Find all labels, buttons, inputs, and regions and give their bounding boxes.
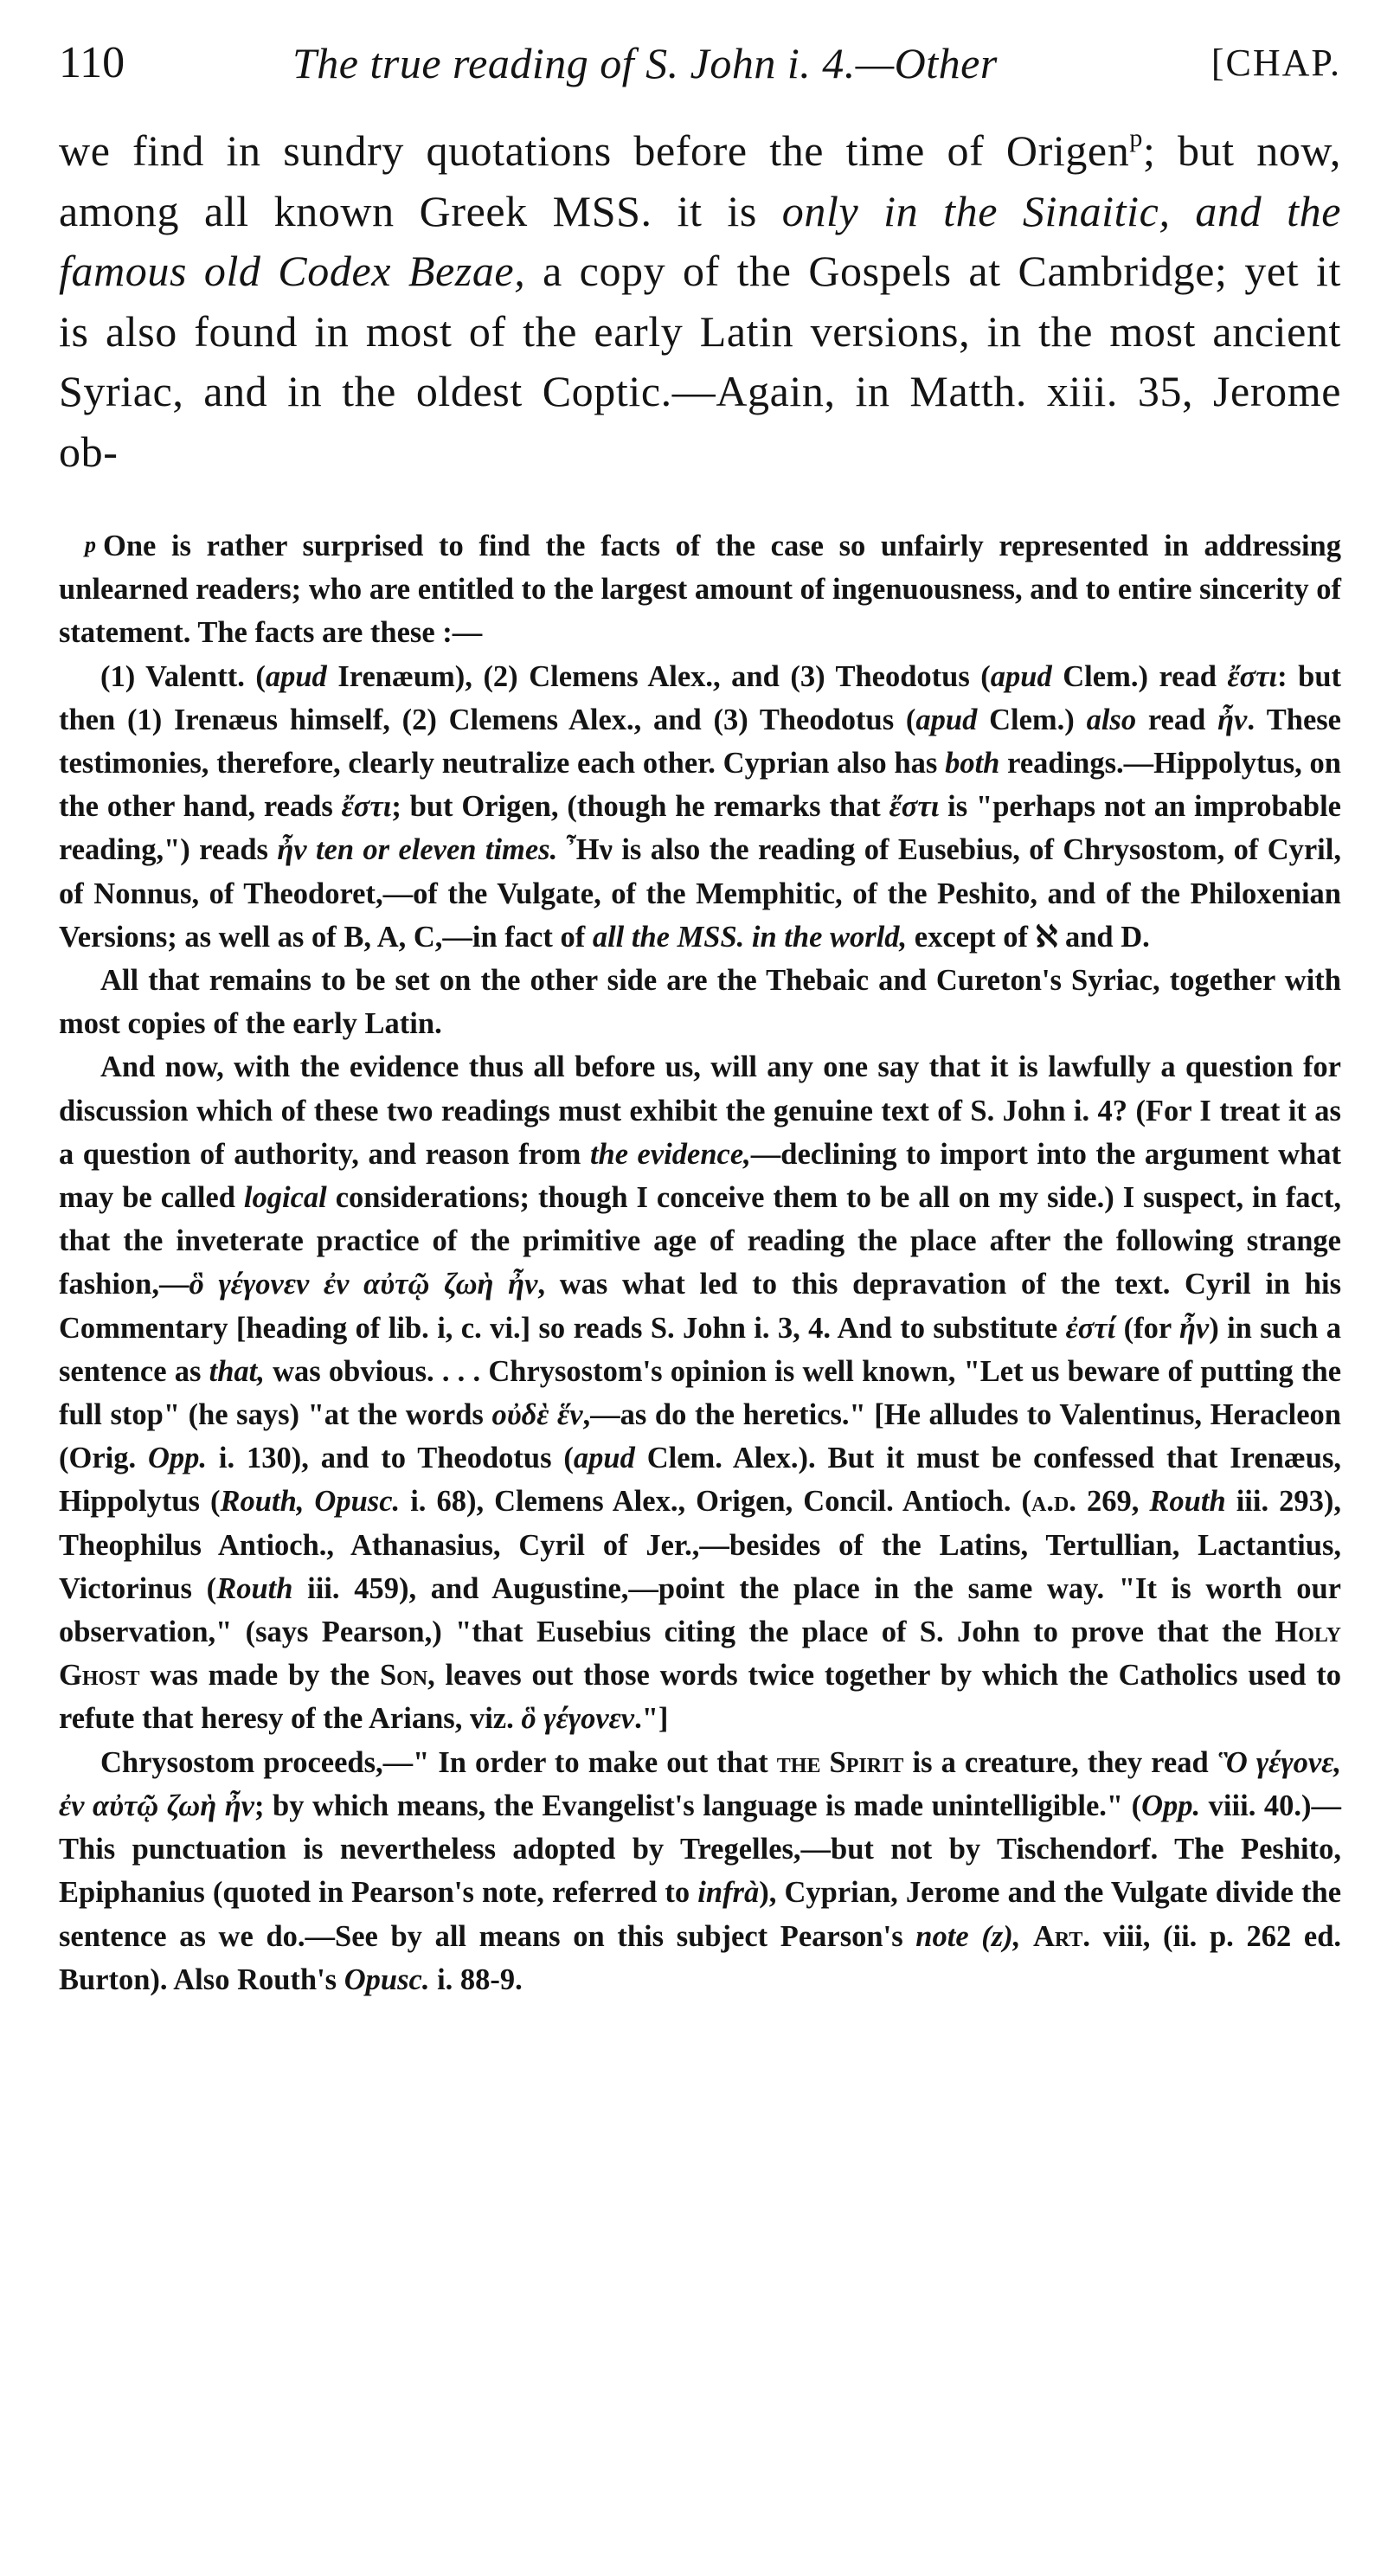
italic-term: all the MSS. in the world, (592, 920, 908, 954)
text-segment: iii. 459), and Augustine,—point the place in the same way. "It is worth our observation," (says Pearson,) "that Eusebius citing the place of S. John to prove that the (59, 1571, 1341, 1649)
footnote-paragraph (59, 959, 1341, 1045)
greek-term: ἦν (1217, 703, 1248, 736)
text-segment: Chrysostom proceeds,—" In order to make out that (100, 1745, 777, 1779)
italic-term: both (945, 747, 1000, 781)
text-segment: was obvious. . . . Chrysostom's opinion is well known, "Let us beware of putting the full stop" (he says) "at the words (59, 1354, 1342, 1432)
small-caps-term: Art. (1033, 1919, 1091, 1953)
italic-term: ἦν ten or eleven times. (277, 833, 558, 867)
chapter-mark: [CHAP. (1211, 42, 1341, 84)
running-head (59, 33, 1341, 93)
greek-term: ἦν (1178, 1311, 1210, 1345)
text-segment: , was what led to this depravation of the text. Cyril in his Commentary [heading of lib. i, c. vi.] so reads S. John i. 3, 4. And to substitute (59, 1268, 1341, 1345)
text-segment: ; but Origen, (though he remarks that (391, 790, 889, 824)
text-segment: iii. 293), Theophilus Antioch., Athanasius, Cyril of Jer.,—besides of the Latins, Tertullian, Lactantius, Victorinus ( (59, 1485, 1341, 1605)
text-segment: One is rather surprised to find the facts of the case so unfairly represented in addressing unlearned readers; who are entitled to the largest amount of ingenuousness, and to entire sincerity of statement. The facts are these :— (59, 530, 1341, 650)
text-segment: Clem.) read (1051, 659, 1228, 693)
text-segment: ) in such a sentence as (59, 1311, 1342, 1388)
greek-term: ὃ γέγονεν (521, 1702, 635, 1736)
text-segment: readings.—Hippolytus, on the other hand, reads (59, 747, 1341, 824)
footnotes (59, 524, 1341, 2001)
italic-term: the evidence, (589, 1137, 751, 1171)
italic-term: Routh, Opusc. (220, 1485, 401, 1519)
italic-term: that, (209, 1354, 265, 1388)
text-segment: viii, (ii. p. 262 ed. Burton). Also Routh's (59, 1919, 1342, 1996)
small-caps-term: the Spirit (776, 1745, 904, 1779)
text-segment: ; by which means, the Evangelist's language is made unintelligible." ( (254, 1789, 1142, 1822)
greek-term: ἔστι (341, 790, 392, 824)
italic-term: Routh (216, 1571, 293, 1605)
text-segment: considerations; though I conceive them to be all on my side.) I suspect, in fact, that the inveterate practice of the primitive age of reading the place after the following strange fashion,— (59, 1181, 1341, 1301)
text-segment (1020, 1920, 1033, 1953)
book-page (59, 33, 1341, 2001)
italic-term: also (1086, 703, 1137, 736)
text-segment: Ἦν is also the reading of Eusebius, of Chrysostom, of Cyril, of Nonnus, of Theodoret,—of the Vulgate, of the Memphitic, of the Peshito, and of the Philoxenian Versions; as well as of B, A, C,—in fact of (59, 833, 1341, 954)
italic-term: Opp. (147, 1442, 208, 1475)
text-segment: Irenæum), (2) Clemens Alex., and (3) Theodotus ( (326, 659, 991, 693)
italic-term: Opp. (1141, 1789, 1201, 1822)
text-segment: (for (1115, 1311, 1179, 1345)
footnote-reference[interactable]: p (1129, 124, 1143, 152)
text-segment: (1) Valentt. ( (100, 659, 266, 693)
footnote-marker: p (85, 532, 96, 557)
italic-term: apud (573, 1442, 635, 1475)
emphasis-text: only in the Sinaitic, and the famous old Codex Bezae, (59, 186, 1341, 295)
text-segment: —declining to import into the argument what may be called (59, 1137, 1341, 1215)
greek-term: Ὃ γέγονε, ἐν αὐτῷ ζωὴ ἦν (59, 1745, 1342, 1822)
text-segment: ,—as do the heretics." [He alludes to Valentinus, Heracleon (Orig. (59, 1398, 1341, 1475)
italic-term: Routh (1149, 1485, 1226, 1519)
text-segment: was made by the (139, 1659, 380, 1693)
small-caps-term: Son (379, 1659, 428, 1693)
main-paragraph (59, 121, 1341, 482)
main-text (59, 121, 1341, 482)
italic-term: note (z), (915, 1919, 1021, 1953)
text-segment: is a creature, they read (903, 1745, 1217, 1779)
italic-term: Opusc. (344, 1963, 430, 1996)
text-segment: , leaves out those words twice together by which the Catholics used to refute that heresy of the Arians, viz. (59, 1659, 1341, 1736)
text-segment: Clem. Alex.). But it must be confessed that Irenæus, Hippolytus ( (59, 1442, 1341, 1519)
text-segment: i. 130), and to Theodotus ( (207, 1442, 574, 1475)
footnote-paragraph (59, 1741, 1341, 2001)
footnote-paragraph (59, 655, 1341, 959)
text-segment: And now, with the evidence thus all before us, will any one say that it is lawfully a question for discussion which of these two readings must exhibit the genuine text of S. John i. 4? (For I treat it as a question of authority, and reason from (59, 1050, 1341, 1171)
text-segment: . These testimonies, therefore, clearly neutralize each other. Cyprian also has (59, 703, 1341, 781)
text-segment: ), Cyprian, Jerome and the Vulgate divide the sentence as we do.—See by all means on this subject Pearson's (59, 1876, 1342, 1953)
text-segment: Clem.) (977, 703, 1087, 736)
greek-term: ἔστι (889, 790, 940, 824)
running-title: The true reading of S. John i. 4.—Other (292, 39, 998, 87)
text-segment: a copy of the Gospels at Cambridge; yet it is also found in most of the early Latin versions, in the most ancient Syriac, and in the oldest Coptic.—Again, in Matth. xiii. 35, Jerome ob- (59, 247, 1341, 476)
text-segment: All that remains to be set on the other side are the Thebaic and Cureton's Syriac, together with most copies of the early Latin. (59, 964, 1341, 1041)
text-segment: is "perhaps not an improbable reading,") reads (59, 790, 1341, 867)
page-number: 110 (59, 38, 125, 87)
text-segment: : but then (1) Irenæus himself, (2) Clemens Alex., and (3) Theodotus ( (59, 659, 1341, 736)
footnote-paragraph (59, 1045, 1341, 1740)
text-segment: i. 68), Clemens Alex., Origen, Concil. Antioch. ( (400, 1485, 1031, 1519)
greek-term: ὃ γέγονεν ἐν αὐτῷ ζωὴ ἦν (189, 1268, 538, 1301)
italic-term: apud (265, 659, 327, 693)
text-segment: read (1136, 703, 1218, 736)
italic-term: apud (990, 659, 1052, 693)
text-segment: ."] (634, 1702, 669, 1736)
greek-term: ἔστι (1227, 659, 1278, 693)
text-segment: we find in sundry quotations before the time of Origen (59, 126, 1130, 175)
italic-term: logical (243, 1181, 327, 1215)
text-segment: except of ℵ and D. (907, 920, 1150, 954)
greek-term: ἐστί (1065, 1311, 1116, 1345)
text-segment: i. 88-9. (429, 1963, 523, 1996)
text-segment: ; but now, among all known Greek MSS. it is (59, 126, 1341, 235)
italic-term: infrà (697, 1876, 760, 1910)
greek-term: οὐδὲ ἕν (491, 1398, 583, 1432)
small-caps-term: Holy Ghost (59, 1616, 1341, 1693)
text-segment: 269, (1076, 1485, 1150, 1519)
small-caps-term: a.d. (1031, 1485, 1076, 1519)
italic-term: apud (915, 703, 978, 736)
text-segment: viii. 40.)—This punctuation is nevertheless adopted by Tregelles,—but not by Tischendorf. The Peshito, Epiphanius (quoted in Pearson's note, referred to (59, 1789, 1341, 1910)
footnote-paragraph (59, 524, 1341, 655)
